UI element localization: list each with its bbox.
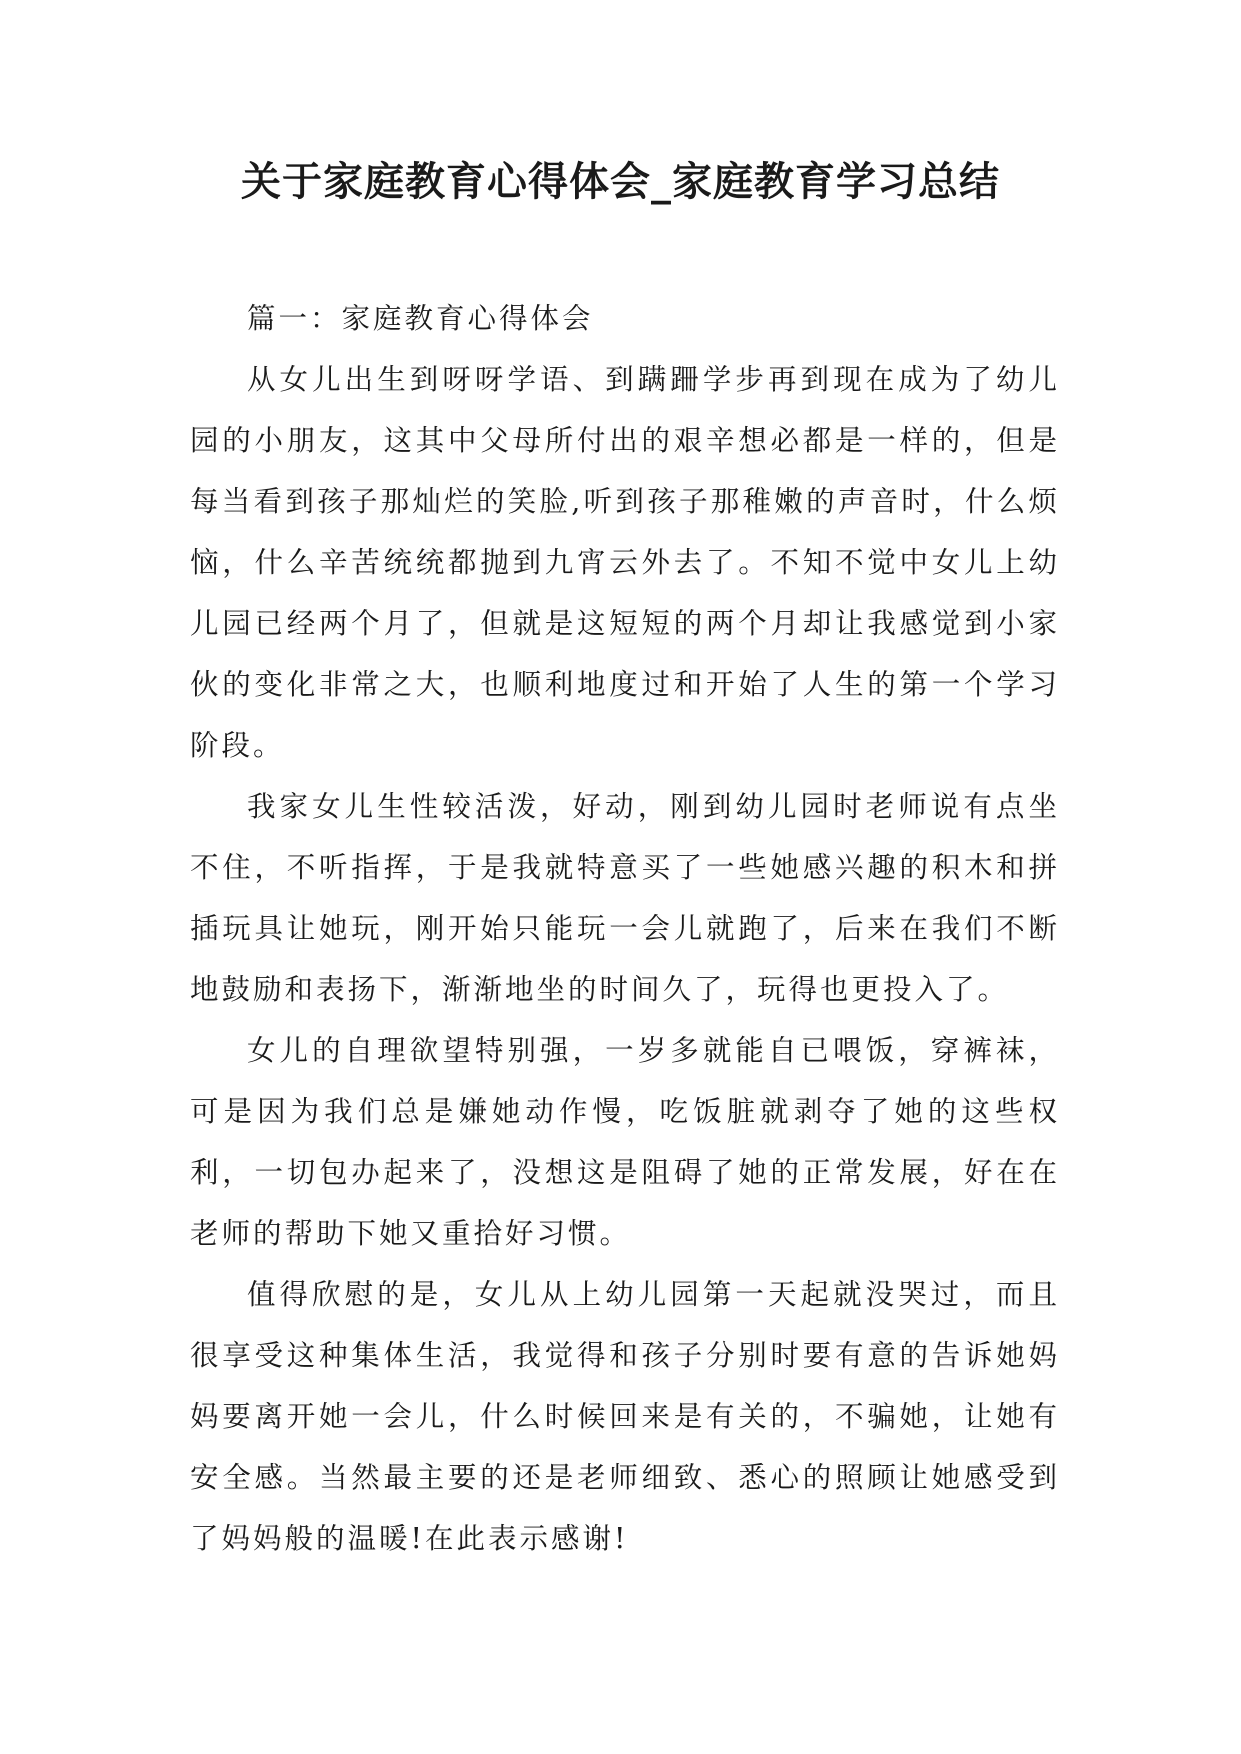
paragraph-1: 从女儿出生到呀呀学语、到蹒跚学步再到现在成为了幼儿园的小朋友，这其中父母所付出的艰辛想必都是一样的，但是每当看到孩子那灿烂的笑脸,听到孩子那稚嫩的声音时，什么烦恼，什么辛苦统统都抛到九宵云外去了。不知不觉中女儿上幼儿园已经两个月了，但就是这短短的两个月却让我感觉到小家伙的变化非常之大，也顺利地度过和开始了人生的第一个学习阶段。 [190,363,1060,762]
document-title: 关于家庭教育心得体会_家庭教育学习总结 [241,159,1000,205]
section-heading: 篇一：家庭教育心得体会 [247,302,594,335]
document-body [190,288,1060,1569]
paragraph-2: 我家女儿生性较活泼，好动，刚到幼儿园时老师说有点坐不住，不听指挥，于是我就特意买了一些她感兴趣的积木和拼插玩具让她玩，刚开始只能玩一会儿就跑了，后来在我们不断地鼓励和表扬下，渐渐地坐的时间久了，玩得也更投入了。 [190,790,1060,1006]
paragraph-4: 值得欣慰的是，女儿从上幼儿园第一天起就没哭过，而且很享受这种集体生活，我觉得和孩子分别时要有意的告诉她妈妈要离开她一会儿，什么时候回来是有关的，不骗她，让她有安全感。当然最主要的还是老师细致、悉心的照顾让她感受到了妈妈般的温暖!在此表示感谢! [190,1278,1060,1555]
paragraph-3: 女儿的自理欲望特别强，一岁多就能自已喂饭，穿裤袜，可是因为我们总是嫌她动作慢，吃饭脏就剥夺了她的这些权利，一切包办起来了，没想这是阻碍了她的正常发展，好在在老师的帮助下她又重拾好习惯。 [190,1034,1060,1250]
